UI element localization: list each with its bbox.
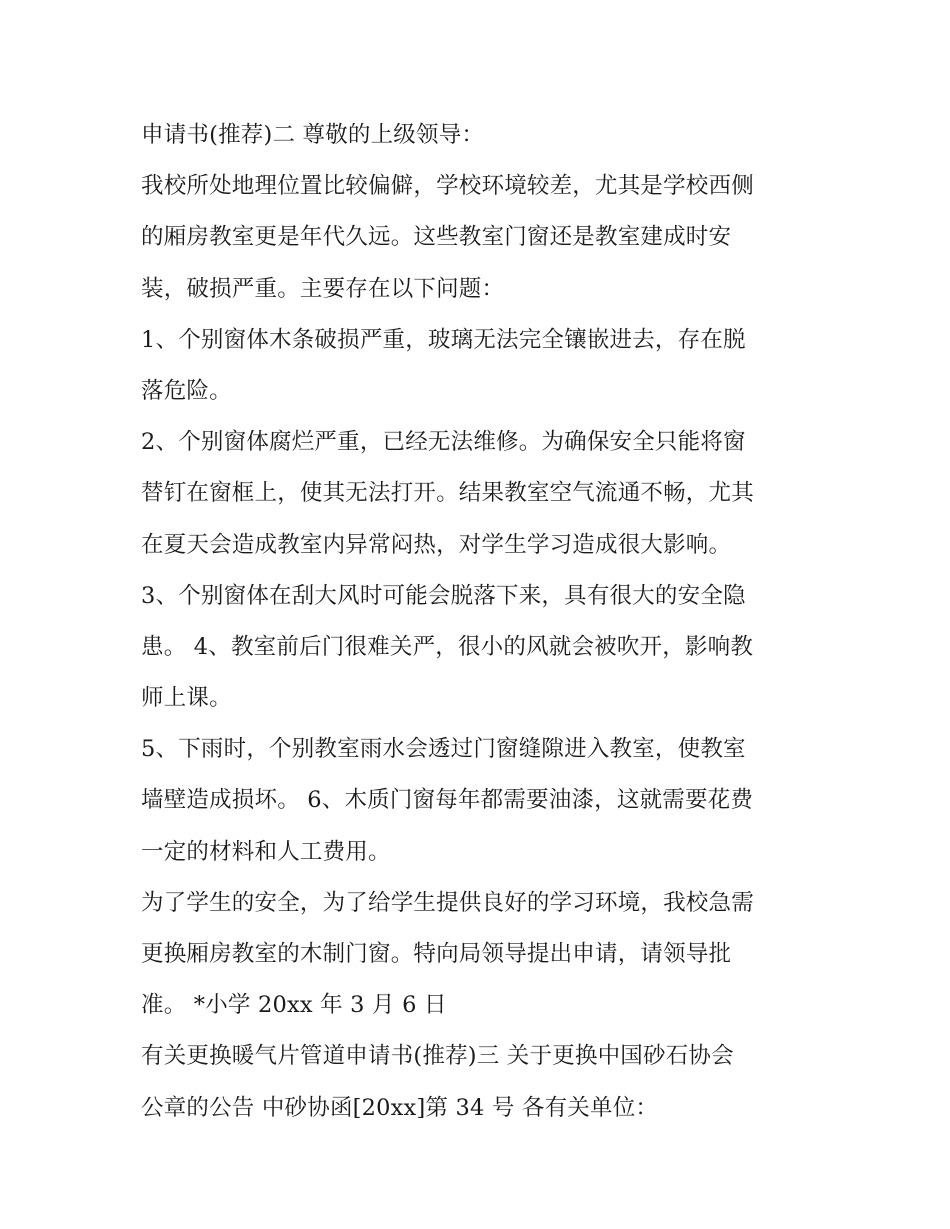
text-line: 3、个别窗体在刮大风时可能会脱落下来，具有很大的安全隐 [141, 582, 746, 609]
text-line: 准。 *小学 20xx 年 3 月 6 日 [141, 992, 447, 1019]
text-line: 一定的材料和人工费用。 [141, 838, 391, 865]
text-line: 为了学生的安全，为了给学生提供良好的学习环境，我校急需 [141, 889, 754, 916]
text-line: 有关更换暖气片管道申请书(推荐)三 关于更换中国砂石协会 [141, 1043, 734, 1070]
text-line: 5、下雨时，个别教室雨水会透过门窗缝隙进入教室，使教室 [141, 736, 746, 763]
text-line: 师上课。 [141, 685, 232, 712]
document-body [141, 110, 831, 1134]
text-line: 我校所处地理位置比较偏僻，学校环境较差，尤其是学校西侧 [141, 173, 754, 200]
text-line: 落危险。 [141, 377, 232, 404]
text-line: 的厢房教室更是年代久远。这些教室门窗还是教室建成时安 [141, 224, 732, 251]
text-line: 患。 4、教室前后门很难关严，很小的风就会被吹开，影响教 [141, 633, 754, 660]
text-line: 在夏天会造成教室内异常闷热，对学生学习造成很大影响。 [141, 531, 732, 558]
text-line: 装，破损严重。主要存在以下问题： [141, 275, 505, 302]
text-line: 替钉在窗框上，使其无法打开。结果教室空气流通不畅，尤其 [141, 480, 754, 507]
text-line: 2、个别窗体腐烂严重，已经无法维修。为确保安全只能将窗 [141, 429, 746, 456]
text-line: 1、个别窗体木条破损严重，玻璃无法完全镶嵌进去，存在脱 [141, 326, 746, 353]
text-line: 申请书(推荐)二 尊敬的上级领导： [141, 122, 485, 148]
text-line: 公章的公告 中砂协函[20xx]第 34 号 各有关单位： [141, 1094, 659, 1121]
text-line: 更换厢房教室的木制门窗。特向局领导提出申请，请领导批 [141, 941, 732, 967]
text-line: 墙壁造成损坏。 6、木质门窗每年都需要油漆，这就需要花费 [141, 787, 754, 814]
